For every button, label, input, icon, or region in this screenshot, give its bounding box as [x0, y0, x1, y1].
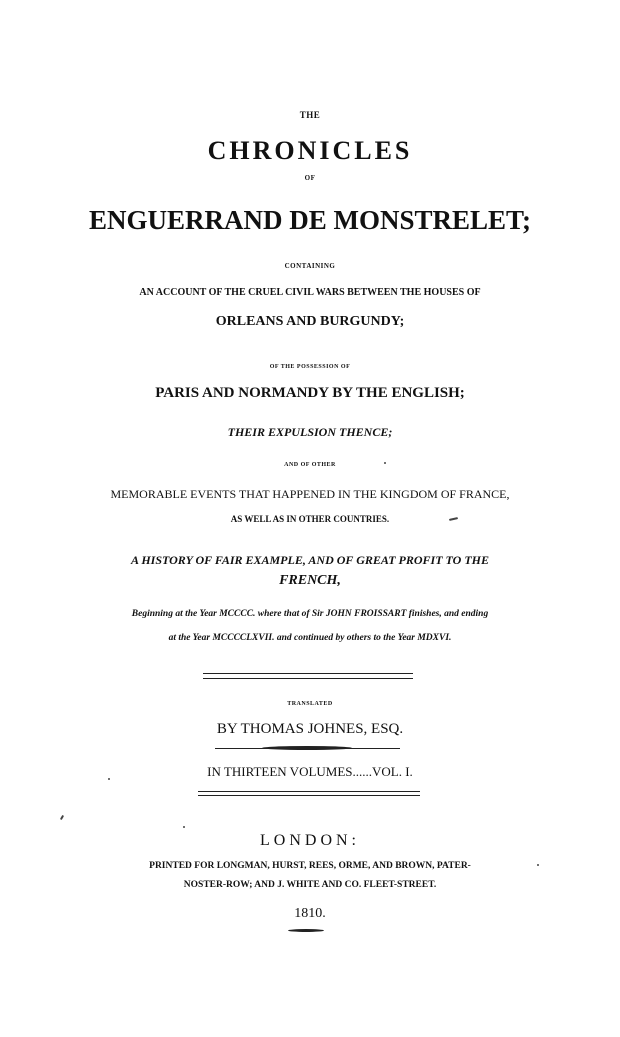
double-rule-bottom — [198, 791, 420, 796]
printer-line-1: PRINTED FOR LONGMAN, HURST, REES, ORME, AND BROWN, PATER- — [149, 861, 471, 871]
printer-line-2: NOSTER-ROW; AND J. WHITE AND CO. FLEET-STREET. — [183, 880, 437, 890]
title-the: THE — [299, 110, 321, 120]
title-of: OF — [304, 174, 316, 182]
history-line-1: A HISTORY OF FAIR EXAMPLE, AND OF GREAT PROFIT TO THE — [131, 553, 489, 567]
history-line-2: FRENCH, — [279, 573, 341, 588]
ink-speck — [60, 815, 64, 820]
translated-label: TRANSLATED — [287, 701, 333, 707]
possession-label: OF THE POSSESSION OF — [269, 364, 351, 370]
as-well-line: AS WELL AS IN OTHER COUNTRIES. — [230, 514, 390, 524]
title-author: ENGUERRAND DE MONSTRELET; — [88, 205, 532, 235]
expulsion-line: THEIR EXPULSION THENCE; — [227, 425, 393, 439]
year-flourish — [288, 929, 324, 932]
place-line: LONDON: — [260, 832, 360, 849]
and-of-other-label: AND OF OTHER — [284, 462, 336, 468]
memorable-line: MEMORABLE EVENTS THAT HAPPENED IN THE KINGDOM OF FRANCE, — [110, 487, 510, 501]
account-line: AN ACCOUNT OF THE CRUEL CIVIL WARS BETWEEN THE HOUSES OF — [139, 287, 481, 298]
beginning-line-2: at the Year MCCCCLXVII. and continued by others to the Year MDXVI. — [168, 633, 452, 643]
volumes-line: IN THIRTEEN VOLUMES......VOL. I. — [207, 764, 413, 779]
translator-line: BY THOMAS JOHNES, ESQ. — [216, 721, 404, 737]
year-line: 1810. — [294, 906, 326, 921]
double-rule-top — [203, 673, 413, 679]
rule-swell — [262, 746, 352, 750]
ink-speck — [384, 462, 386, 464]
containing-label: CONTAINING — [284, 262, 336, 270]
beginning-line-1: Beginning at the Year MCCCC. where that of Sir JOHN FROISSART finishes, and ending — [131, 609, 489, 619]
ink-speck — [108, 778, 110, 780]
houses-line: ORLEANS AND BURGUNDY; — [215, 314, 405, 329]
paris-normandy-line: PARIS AND NORMANDY BY THE ENGLISH; — [155, 385, 465, 401]
ink-speck — [537, 864, 539, 866]
title-chronicles: CHRONICLES — [207, 136, 413, 165]
ink-speck — [183, 826, 185, 828]
